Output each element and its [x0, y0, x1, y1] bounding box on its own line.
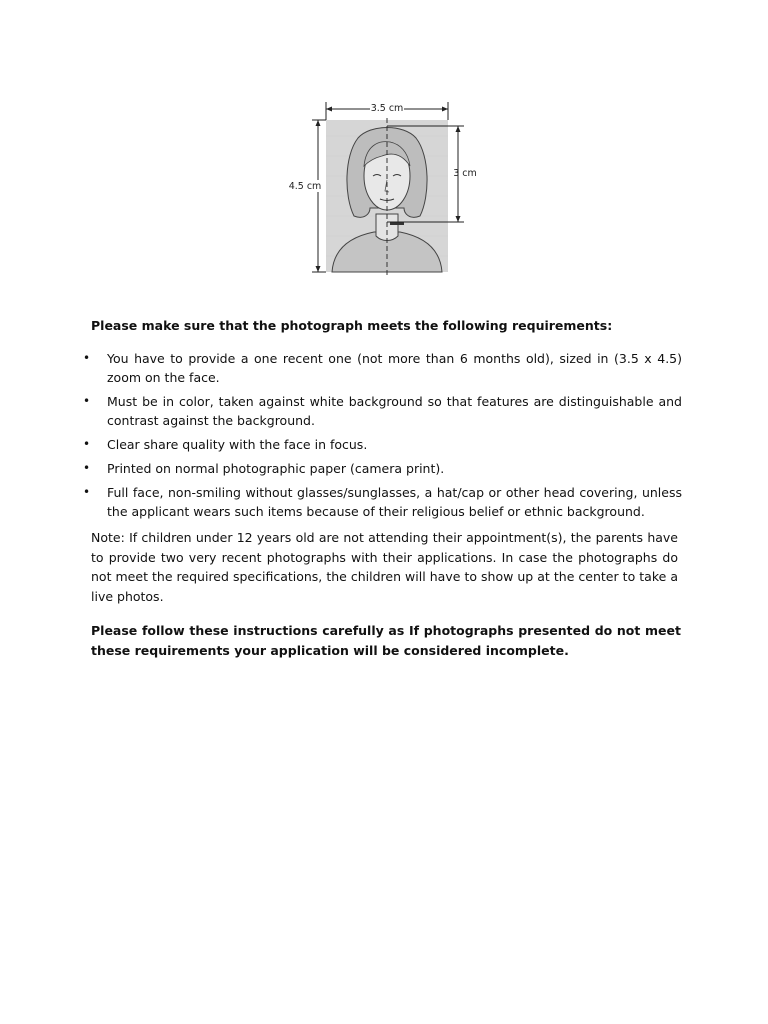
list-item [82, 483, 682, 521]
requirements-list [82, 349, 682, 526]
requirement-text: Must be in color, taken against white background so that features are distinguishable and contrast against the background. [107, 394, 682, 428]
requirement-text: Full face, non-smiling without glasses/sunglasses, a hat/cap or other head covering, unless the applicant wears such items because of their religious belief or ethnic background. [107, 485, 682, 519]
requirements-heading: Please make sure that the photograph meets the following requirements: [91, 318, 613, 333]
children-note: Note: If children under 12 years old are not attending their appointment(s), the parents have to provide two very recent photographs with their applications. In case the photographs do not meet the required specifications, the children will have to show up at the center to take a live photos. [91, 530, 678, 604]
bullet-icon: • [83, 437, 91, 451]
list-item [82, 435, 682, 454]
passport-photo-illustration [282, 96, 482, 282]
bullet-icon: • [83, 351, 91, 365]
bullet-icon: • [83, 485, 91, 499]
requirement-text: Clear share quality with the face in focus. [107, 437, 368, 452]
passport-photo-diagram [282, 96, 482, 282]
list-item [82, 349, 682, 387]
height-label: 4.5 cm [288, 181, 322, 192]
closing-instruction: Please follow these instructions carefully as If photographs presented do not meet these requirements your application will be considered incomplete. [91, 623, 681, 658]
requirement-text: You have to provide a one recent one (not more than 6 months old), sized in (3.5 x 4.5) zoom on the face. [107, 351, 682, 385]
bullet-icon: • [83, 394, 91, 408]
bullet-icon: • [83, 461, 91, 475]
list-item [82, 392, 682, 430]
requirement-text: Printed on normal photographic paper (camera print). [107, 461, 445, 476]
list-item [82, 459, 682, 478]
face-height-label: 3 cm [453, 168, 477, 179]
width-label: 3.5 cm [370, 103, 404, 114]
